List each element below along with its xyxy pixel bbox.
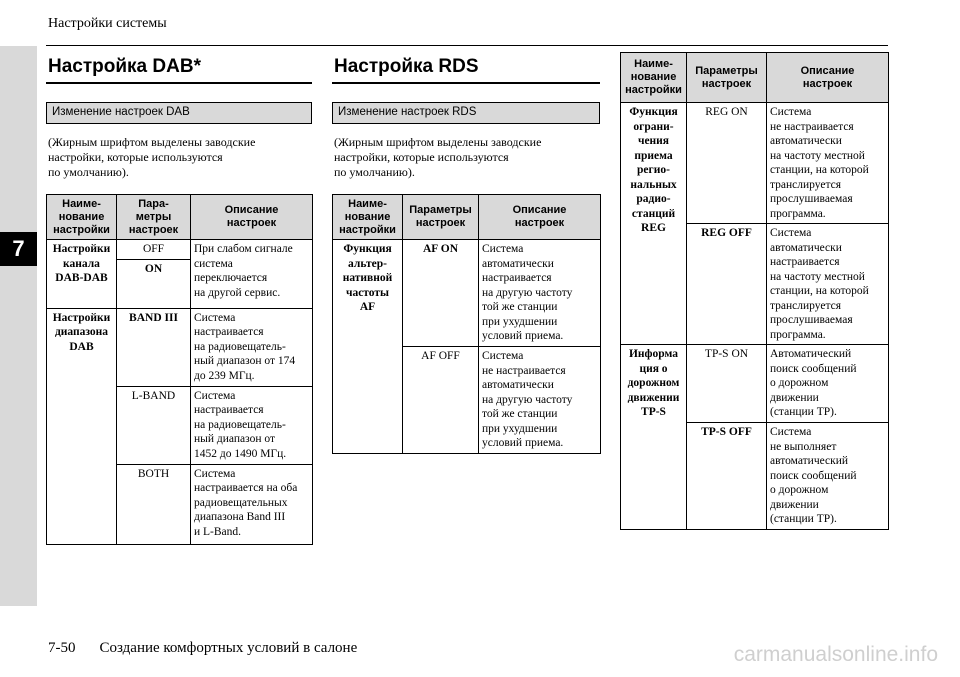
- rds-section-title: Настройка RDS: [332, 52, 600, 84]
- column-header: Наиме- нование настройки: [47, 195, 117, 240]
- table-row: [47, 308, 313, 386]
- column-header: Параметры настроек: [403, 195, 479, 240]
- column-header: Описание настроек: [191, 195, 313, 240]
- option-description: Система не выполняет автоматический поиск сообщений о дорожном движении (станции TP).: [767, 423, 889, 530]
- watermark: carmanualsonline.info: [733, 643, 938, 666]
- option-value: BAND III: [117, 308, 191, 386]
- option-value: L-BAND: [117, 386, 191, 464]
- column-header: Наиме- нование настройки: [333, 195, 403, 240]
- option-value: OFF: [117, 240, 191, 260]
- option-value: ON: [117, 259, 191, 308]
- option-description: Система автоматически настраивается на другую частоту той же станции при ухудшении условий приема.: [479, 240, 601, 347]
- rds-subtitle-bar: Изменение настроек RDS: [332, 102, 600, 124]
- option-value: TP-S OFF: [687, 423, 767, 530]
- option-description: Система настраивается на радиовещатель- ный диапазон от 174 до 239 МГц.: [191, 308, 313, 386]
- running-title: Настройки системы: [48, 16, 167, 31]
- option-description: Система не настраивается автоматически на частоту местной станции, на которой транслируется прослушиваемая программа.: [767, 103, 889, 224]
- option-value: BOTH: [117, 464, 191, 544]
- rds-settings-table-continued: [620, 52, 889, 530]
- page-number: 7-50: [48, 640, 76, 656]
- page-footer: [48, 640, 357, 657]
- chapter-title: Создание комфортных условий в салоне: [99, 640, 358, 656]
- header-rule: [46, 45, 888, 46]
- setting-name: Функция альтер- нативной частоты AF: [333, 240, 403, 454]
- option-description: При слабом сигнале система переключается на другой сервис.: [191, 240, 313, 309]
- option-value: REG ON: [687, 103, 767, 224]
- option-description: Система настраивается на оба радиовещательных диапазона Band III и L-Band.: [191, 464, 313, 544]
- column-header: Наиме- нование настройки: [621, 53, 687, 103]
- option-description: Система настраивается на радиовещатель- ный диапазон от 1452 до 1490 МГц.: [191, 386, 313, 464]
- chapter-sidebar-strip: [0, 46, 37, 606]
- table-row: [621, 103, 889, 224]
- dab-section-title: Настройка DAB*: [46, 52, 312, 84]
- option-value: TP-S ON: [687, 345, 767, 423]
- column-header: Параметры настроек: [687, 53, 767, 103]
- dab-subtitle-bar: Изменение настроек DAB: [46, 102, 312, 124]
- option-value: AF ON: [403, 240, 479, 347]
- option-value: AF OFF: [403, 347, 479, 454]
- rds-settings-table: [332, 194, 601, 454]
- option-description: Система автоматически настраивается на частоту местной станции, на которой транслируется прослушиваемая программа.: [767, 224, 889, 345]
- option-value: REG OFF: [687, 224, 767, 345]
- chapter-tab: 7: [0, 232, 37, 266]
- option-description: Автоматический поиск сообщений о дорожном движении (станции TP).: [767, 345, 889, 423]
- setting-name: Настройки диапазона DAB: [47, 308, 117, 544]
- column-header: Пара- метры настроек: [117, 195, 191, 240]
- setting-name: Информа ция о дорожном движении TP-S: [621, 345, 687, 530]
- option-description: Система не настраивается автоматически на другую частоту той же станции при ухудшении условий приема.: [479, 347, 601, 454]
- table-row: [621, 345, 889, 423]
- setting-name: Функция ограни- чения приема регио- нальных радио- станций REG: [621, 103, 687, 345]
- column-header: Описание настроек: [479, 195, 601, 240]
- dab-settings-table: [46, 194, 313, 545]
- column-header: Описание настроек: [767, 53, 889, 103]
- dab-default-note: (Жирным шрифтом выделены заводские настройки, которые используются по умолчанию).: [48, 135, 256, 179]
- setting-name: Настройки канала DAB-DAB: [47, 240, 117, 309]
- rds-default-note: (Жирным шрифтом выделены заводские настройки, которые используются по умолчанию).: [334, 135, 542, 179]
- table-row: [333, 240, 601, 347]
- table-row: [47, 240, 313, 260]
